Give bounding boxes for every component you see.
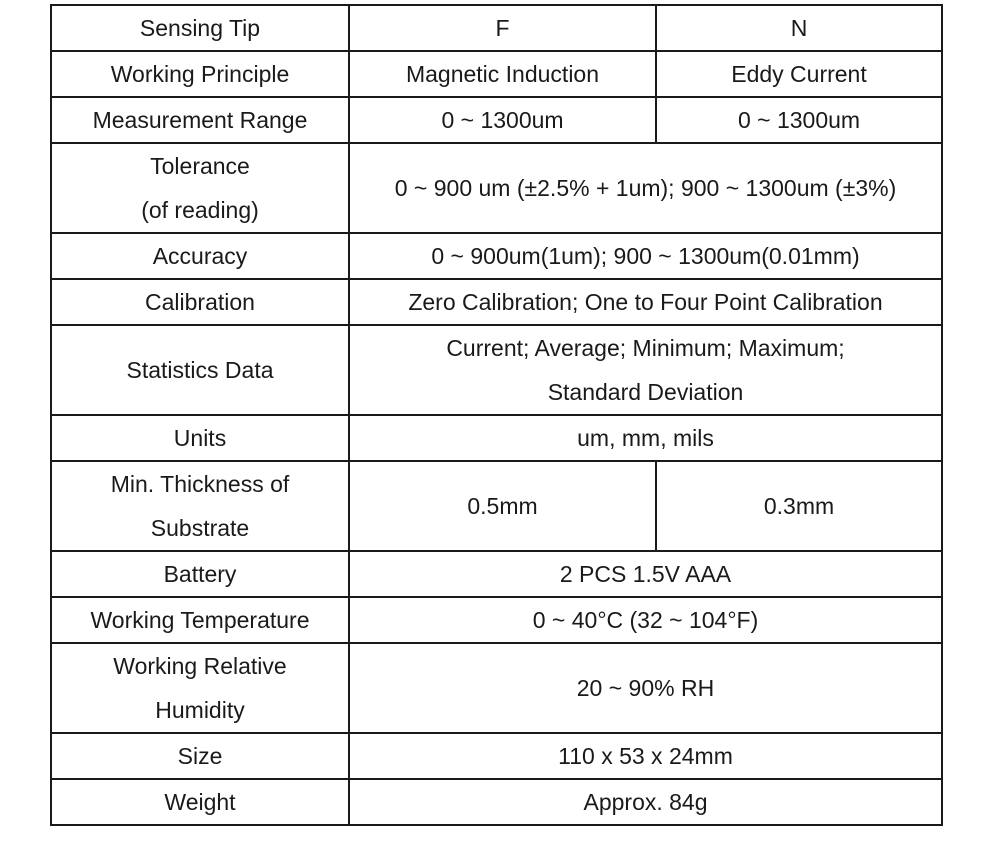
cell-value-f: 0 ~ 1300um bbox=[349, 97, 656, 143]
row-label-line: Substrate bbox=[150, 515, 250, 541]
row-label: Battery bbox=[51, 551, 349, 597]
cell-value-f: 0.5mm bbox=[349, 461, 656, 551]
row-label-line: Min. Thickness of bbox=[110, 471, 290, 497]
cell-value: Zero Calibration; One to Four Point Calibration bbox=[349, 279, 942, 325]
table-row bbox=[51, 733, 942, 779]
row-label: Working Principle bbox=[51, 51, 349, 97]
cell-value: 110 x 53 x 24mm bbox=[349, 733, 942, 779]
row-label: Statistics Data bbox=[51, 325, 349, 415]
table-row bbox=[51, 5, 942, 51]
row-label: Size bbox=[51, 733, 349, 779]
cell-value: Approx. 84g bbox=[349, 779, 942, 825]
cell-value-n: 0.3mm bbox=[656, 461, 942, 551]
table-row bbox=[51, 779, 942, 825]
row-label-line: Humidity bbox=[155, 697, 245, 723]
row-label: Measurement Range bbox=[51, 97, 349, 143]
table-row bbox=[51, 597, 942, 643]
cell-value-n: 0 ~ 1300um bbox=[656, 97, 942, 143]
row-label-line: Tolerance bbox=[150, 153, 250, 179]
cell-value bbox=[349, 325, 942, 415]
table-row bbox=[51, 325, 942, 415]
row-label: Calibration bbox=[51, 279, 349, 325]
table-row bbox=[51, 279, 942, 325]
cell-value-n: Eddy Current bbox=[656, 51, 942, 97]
table-row bbox=[51, 415, 942, 461]
row-label: Working Temperature bbox=[51, 597, 349, 643]
column-header-f: F bbox=[349, 5, 656, 51]
row-label: Sensing Tip bbox=[51, 5, 349, 51]
row-label: Units bbox=[51, 415, 349, 461]
table-row bbox=[51, 551, 942, 597]
cell-value-f: Magnetic Induction bbox=[349, 51, 656, 97]
cell-value: 20 ~ 90% RH bbox=[349, 643, 942, 733]
table-row bbox=[51, 233, 942, 279]
specification-table bbox=[50, 4, 943, 826]
table-row bbox=[51, 643, 942, 733]
column-header-n: N bbox=[656, 5, 942, 51]
row-label: Accuracy bbox=[51, 233, 349, 279]
cell-value: 0 ~ 900um(1um); 900 ~ 1300um(0.01mm) bbox=[349, 233, 942, 279]
cell-value: 0 ~ 40°C (32 ~ 104°F) bbox=[349, 597, 942, 643]
cell-value: 2 PCS 1.5V AAA bbox=[349, 551, 942, 597]
table-row bbox=[51, 143, 942, 233]
cell-value: 0 ~ 900 um (±2.5% + 1um); 900 ~ 1300um (±3%) bbox=[349, 143, 942, 233]
row-label bbox=[51, 461, 349, 551]
table-row bbox=[51, 97, 942, 143]
cell-value-line: Current; Average; Minimum; Maximum; bbox=[446, 335, 845, 361]
row-label bbox=[51, 643, 349, 733]
row-label: Weight bbox=[51, 779, 349, 825]
cell-value: um, mm, mils bbox=[349, 415, 942, 461]
cell-value-line: Standard Deviation bbox=[547, 379, 744, 405]
row-label-line: Working Relative bbox=[113, 653, 287, 679]
table-row bbox=[51, 51, 942, 97]
row-label-line: (of reading) bbox=[141, 197, 259, 223]
row-label bbox=[51, 143, 349, 233]
table-row bbox=[51, 461, 942, 551]
